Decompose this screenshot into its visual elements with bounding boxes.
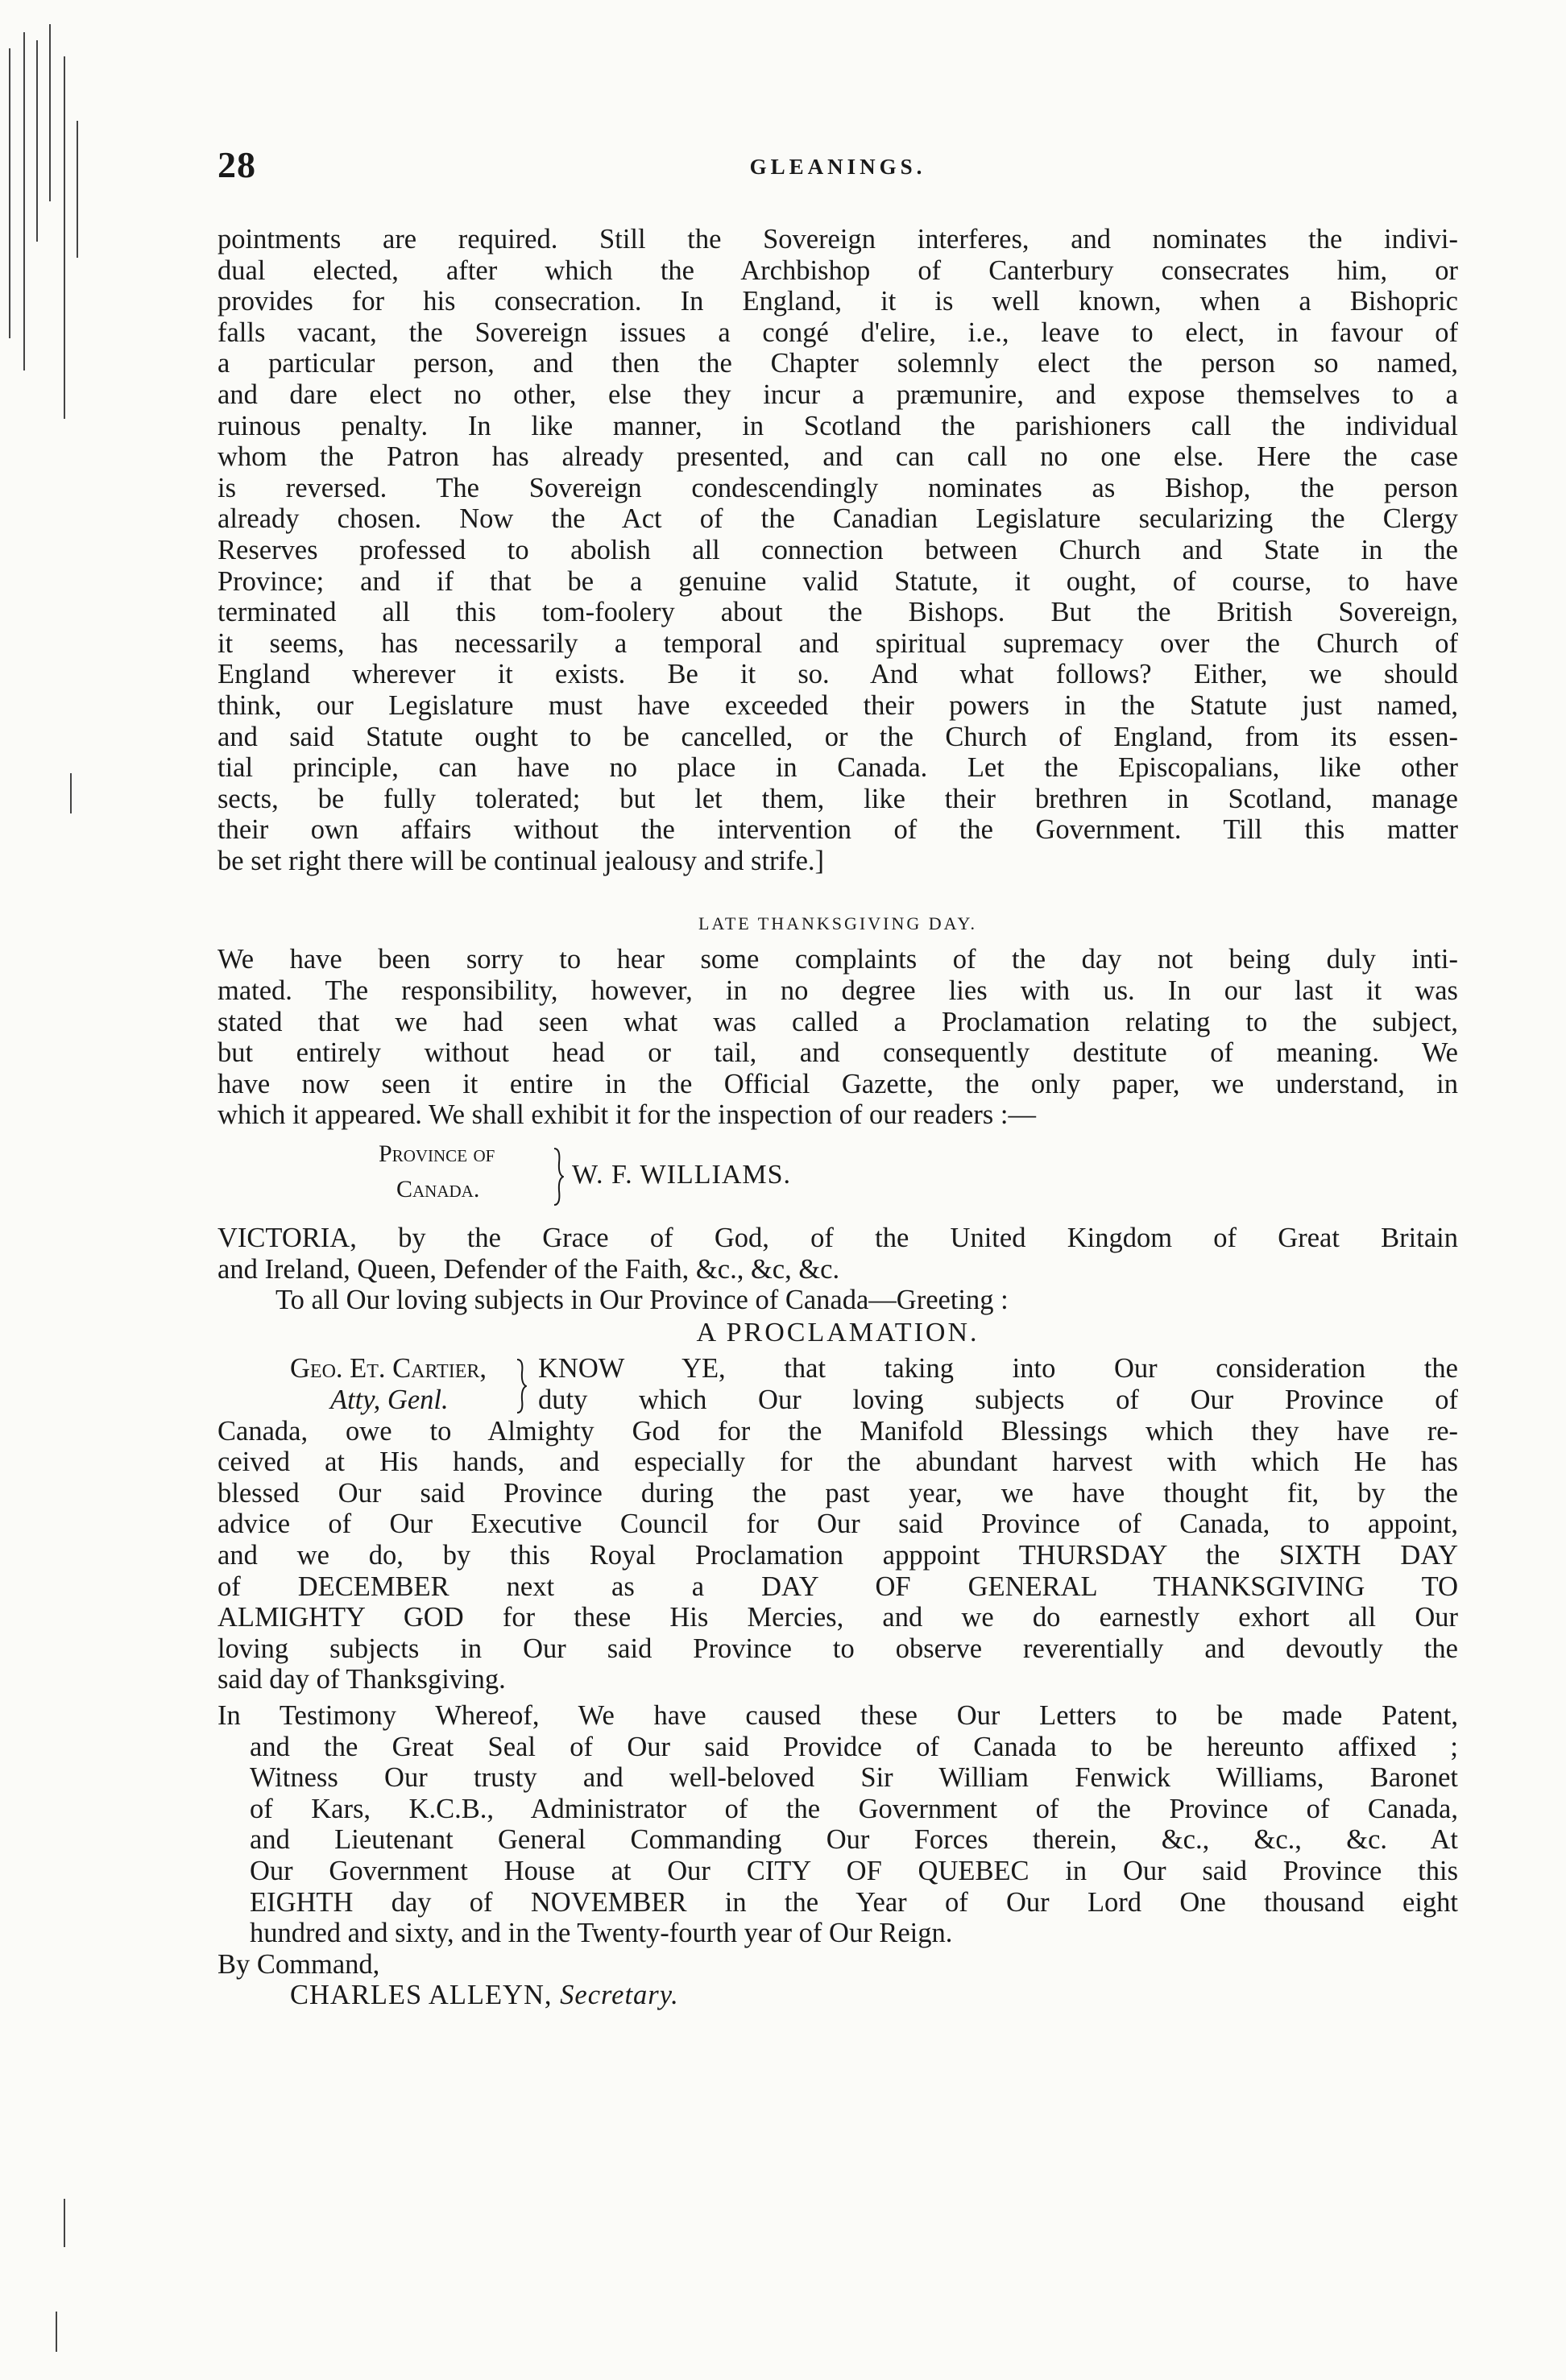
text-line: blessed Our said Province during the past year, we have thought fit, by the [218, 1477, 1458, 1509]
text-line: their own affairs without the intervention of the Government. Till this matter [218, 814, 1458, 846]
margin-scan-marks [0, 0, 97, 2380]
text-line: hundred and sixty, and in the Twenty-fourth year of Our Reign. [250, 1918, 953, 1949]
text-line: but entirely without head or tail, and consequently destitute of meaning. We [218, 1037, 1458, 1069]
proclamation-title: A PROCLAMATION. [696, 1317, 980, 1347]
text-line: We have been sorry to hear some complaints of the day not being duly inti- [218, 944, 1458, 975]
text-line: already chosen. Now the Act of the Canadian Legislature secularizing the Clergy [218, 503, 1458, 535]
signatory-title: Secretary. [560, 1980, 679, 2011]
text-line: and we do, by this Royal Proclamation apppoint THURSDAY the SIXTH DAY [218, 1539, 1458, 1571]
text-line: it seems, has necessarily a temporal and spiritual supremacy over the Church of [218, 627, 1458, 659]
victoria-title [218, 1223, 1458, 1285]
signature [218, 1980, 1458, 2011]
text-line: In Testimony Whereof, We have caused these Our Letters to be made Patent, [218, 1699, 1458, 1731]
brace-icon [553, 1147, 564, 1207]
attorney-title: Atty, Genl. [330, 1385, 449, 1415]
text-line: pointments are required. Still the Sovereign interferes, and nominates the indivi- [218, 224, 1458, 255]
text-line: have now seen it entire in the Official Gazette, the only paper, we understand, in [218, 1068, 1458, 1099]
text-line: whom the Patron has already presented, and can call no one else. Here the case [218, 441, 1458, 473]
administrator-name: W. F. WILLIAMS. [572, 1160, 792, 1190]
text-line: ceived at His hands, and especially for the abundant harvest with which He has [218, 1447, 1458, 1478]
cartier-block [218, 1353, 1458, 1415]
testimony-block [218, 1700, 1458, 1949]
text-line: advice of Our Executive Council for Our said Province of Canada, to appoint, [218, 1509, 1458, 1540]
page-body [218, 224, 1458, 2011]
province-label: Province of [379, 1140, 495, 1168]
text-line: falls vacant, the Sovereign issues a congé d'elire, i.e., leave to elect, in favour of [218, 317, 1458, 348]
text-line: stated that we had seen what was called a Proclamation relating to the subject, [218, 1006, 1458, 1037]
attorney-name: Geo. Et. Cartier, [290, 1353, 487, 1385]
page-number: 28 [218, 144, 256, 185]
signatory-name: CHARLES ALLEYN, [290, 1980, 553, 2011]
section-heading: LATE THANKSGIVING DAY. [698, 913, 978, 934]
text-line: be set right there will be continual jealousy and strife.] [218, 845, 825, 876]
text-line: and dare elect no other, else they incur a præmunire, and expose themselves to a [218, 379, 1458, 410]
text-line: which it appeared. We shall exhibit it for the inspection of our readers :— [218, 1099, 1036, 1131]
text-line: England wherever it exists. Be it so. And what follows? Either, we should [218, 659, 1458, 690]
text-line: Witness Our trusty and well-beloved Sir William Fenwick Williams, Baronet [250, 1762, 1458, 1794]
text-line: is reversed. The Sovereign condescendingly nominates as Bishop, the person [218, 472, 1458, 503]
text-line: and Lieutenant General Commanding Our Forces therein, &c., &c., &c. At [250, 1824, 1458, 1856]
text-line: Canada, owe to Almighty God for the Manifold Blessings which they have re- [218, 1415, 1458, 1447]
text-line: KNOW YE, that taking into Our consideration the [538, 1353, 1458, 1385]
text-line: EIGHTH day of NOVEMBER in the Year of Our Lord One thousand eight [250, 1886, 1458, 1918]
text-line: dual elected, after which the Archbishop of Canterbury consecrates him, or [218, 255, 1458, 286]
text-line: a particular person, and then the Chapter solemnly elect the person so named, [218, 348, 1458, 379]
text-line: and Ireland, Queen, Defender of the Faith, &c., &c, &c. [218, 1253, 840, 1285]
text-line: of Kars, K.C.B., Administrator of the Government of the Province of Canada, [250, 1793, 1458, 1824]
running-head: GLEANINGS. [749, 155, 926, 179]
text-line: said day of Thanksgiving. [218, 1664, 506, 1695]
page-header [218, 143, 1458, 192]
brace-icon [516, 1358, 527, 1414]
text-line: mated. The responsibility, however, in no degree lies with us. In our last it was [218, 975, 1458, 1007]
text-line: and said Statute ought to be cancelled, or the Church of England, from its essen- [218, 721, 1458, 752]
text-line: Our Government House at Our CITY OF QUEBEC in Our said Province this [250, 1855, 1458, 1886]
by-command: By Command, [218, 1948, 380, 1980]
text-line: VICTORIA, by the Grace of God, of the United Kingdom of Great Britain [218, 1223, 1458, 1254]
paragraph-clergy-reserves [218, 224, 1458, 876]
greeting: To all Our loving subjects in Our Province of Canada—Greeting : [276, 1285, 1009, 1316]
text-line: terminated all this tom-foolery about the Bishops. But the British Sovereign, [218, 597, 1458, 628]
text-line: Reserves professed to abolish all connection between Church and State in the [218, 534, 1458, 565]
text-line: tial principle, can have no place in Canada. Let the Episcopalians, like other [218, 752, 1458, 784]
province-label: Canada. [396, 1176, 480, 1203]
text-line: loving subjects in Our said Province to observe reverentially and devoutly the [218, 1633, 1458, 1664]
text-line: sects, be fully tolerated; but let them, like their brethren in Scotland, manage [218, 783, 1458, 814]
text-line: provides for his consecration. In England, it is well known, when a Bishopric [218, 286, 1458, 317]
province-heading [218, 1137, 1458, 1218]
text-line: think, our Legislature must have exceeded their powers in the Statute just named, [218, 689, 1458, 721]
text-line: and the Great Seal of Our said Providce of Canada to be hereunto affixed ; [250, 1731, 1458, 1762]
text-line: Province; and if that be a genuine valid Statute, it ought, of course, to have [218, 565, 1458, 597]
proclamation-body [218, 1353, 1458, 1695]
text-line: ruinous penalty. In like manner, in Scotland the parishioners call the individual [218, 410, 1458, 441]
paragraph-thanksgiving [218, 944, 1458, 1131]
text-line: of DECEMBER next as a DAY OF GENERAL THANKSGIVING TO [218, 1571, 1458, 1602]
text-line: duty which Our loving subjects of Our Province of [538, 1385, 1458, 1415]
text-line: ALMIGHTY GOD for these His Mercies, and we do earnestly exhort all Our [218, 1602, 1458, 1633]
